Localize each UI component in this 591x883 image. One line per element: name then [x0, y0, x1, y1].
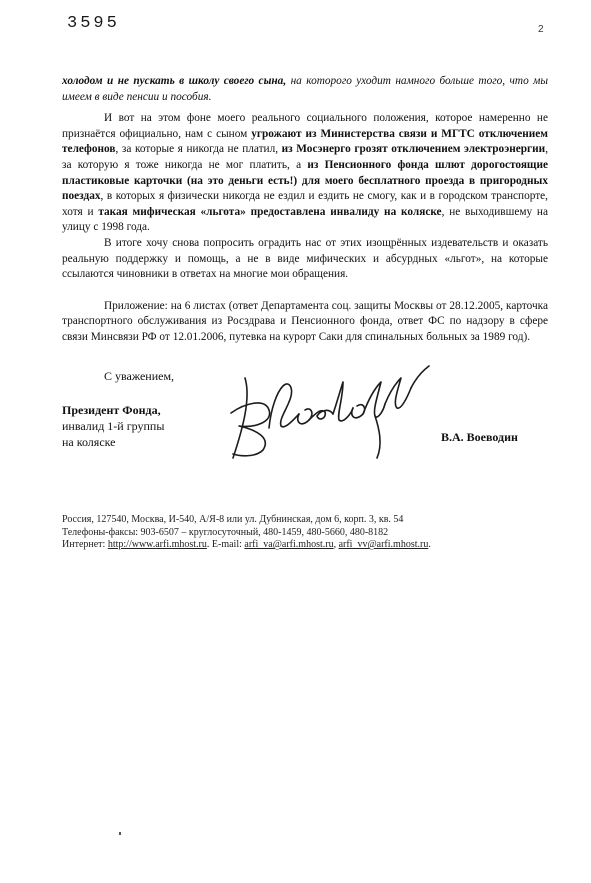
para2-text-3: , за которую я тоже никогда не мог платить, а — [62, 143, 549, 171]
paragraph-attachment: Приложение: на 6 листах (ответ Департамента соц. защиты Москвы от 28.12.2005, карточка транспортного обслуживания из Росздрава и Пенсионного фонда, ответ ФС по надзору в сфере связи Минсвязи РФ от 12.01.2006, путевка на курорт Саки для спинальных больных за 1989 год). — [62, 299, 548, 343]
intro-bold-text: холодом и не пускать в школу своего сына, — [62, 75, 287, 87]
para2-bold-1: угрожают из Министерства связи и МГТС отключением телефонов — [62, 127, 548, 156]
signer-name: В.А. Воеводин — [441, 430, 518, 444]
email-link-1[interactable]: arfi_va@arfi.mhost.ru — [244, 539, 334, 551]
internet-label: Интернет: — [62, 539, 108, 551]
para2-text-2: , за которые я никогда не платил, — [115, 143, 282, 156]
para2-bold-3: из Пенсионного фонда шлют дорогостоящие пластиковые карточки (на это деньги есть!) для моего бесплатного проезда в пригородных поездах — [62, 158, 548, 203]
letter-body — [62, 74, 548, 346]
signer-role — [62, 402, 164, 450]
intro-rest-text: на которого уходит намного больше того, что мы имеем в виде пенсии и пособия. — [62, 75, 548, 103]
page-number: 2 — [538, 24, 544, 35]
paragraph-request: В итоге хочу снова попросить оградить нас от этих изощрённых издевательств и оказать реальную поддержку и помощь, а не в виде мифических и абсурдных «льгот», на которые ссылаются чиновники в ответах на многие мои обращения. — [62, 236, 548, 281]
signer-title: Президент Фонда, — [62, 403, 161, 417]
para2-text-4: , в которых я физически никогда не ездил и ездить не смогу, как и в городском транспорте, хотя и — [62, 190, 548, 218]
para2-text-5: , не выходившему на улицу с 1998 года. — [62, 205, 548, 234]
para2-text-1: И вот на этом фоне моего реального социального положения, которое намеренно не признаётся официально, нам с сыном — [62, 112, 548, 140]
footer-end-period: . — [428, 539, 431, 551]
email-label: . E-mail: — [206, 539, 245, 551]
signer-disability: инвалид 1-й группы — [62, 419, 165, 433]
footer-internet — [62, 539, 431, 552]
footer-phones: Телефоны-факсы: 903-6507 – круглосуточный, 480-1459, 480-5660, 480-8182 — [62, 526, 389, 538]
intro-paragraph — [62, 74, 548, 105]
website-link[interactable]: http://www.arfi.mhost.ru — [107, 539, 207, 551]
closing-regards: С уважением, — [104, 369, 175, 383]
signer-wheelchair: на коляске — [62, 435, 116, 449]
email-separator: , — [333, 539, 339, 551]
contact-footer — [62, 514, 431, 552]
scan-speck — [119, 832, 121, 835]
paragraph-threats — [62, 111, 548, 236]
para2-bold-2: из Мосэнерго грозят отключением электроэнергии — [281, 143, 546, 156]
para2-bold-4: такая мифическая «льгота» предоставлена инвалиду на коляске — [98, 205, 442, 218]
email-link-2[interactable]: arfi_vv@arfi.mhost.ru — [338, 539, 429, 551]
footer-address: Россия, 127540, Москва, И-540, А/Я-8 или ул. Дубнинская, дом 6, корп. 3, кв. 54 — [62, 514, 404, 525]
document-stamp-number: 3595 — [67, 14, 120, 33]
handwritten-signature — [225, 358, 435, 468]
